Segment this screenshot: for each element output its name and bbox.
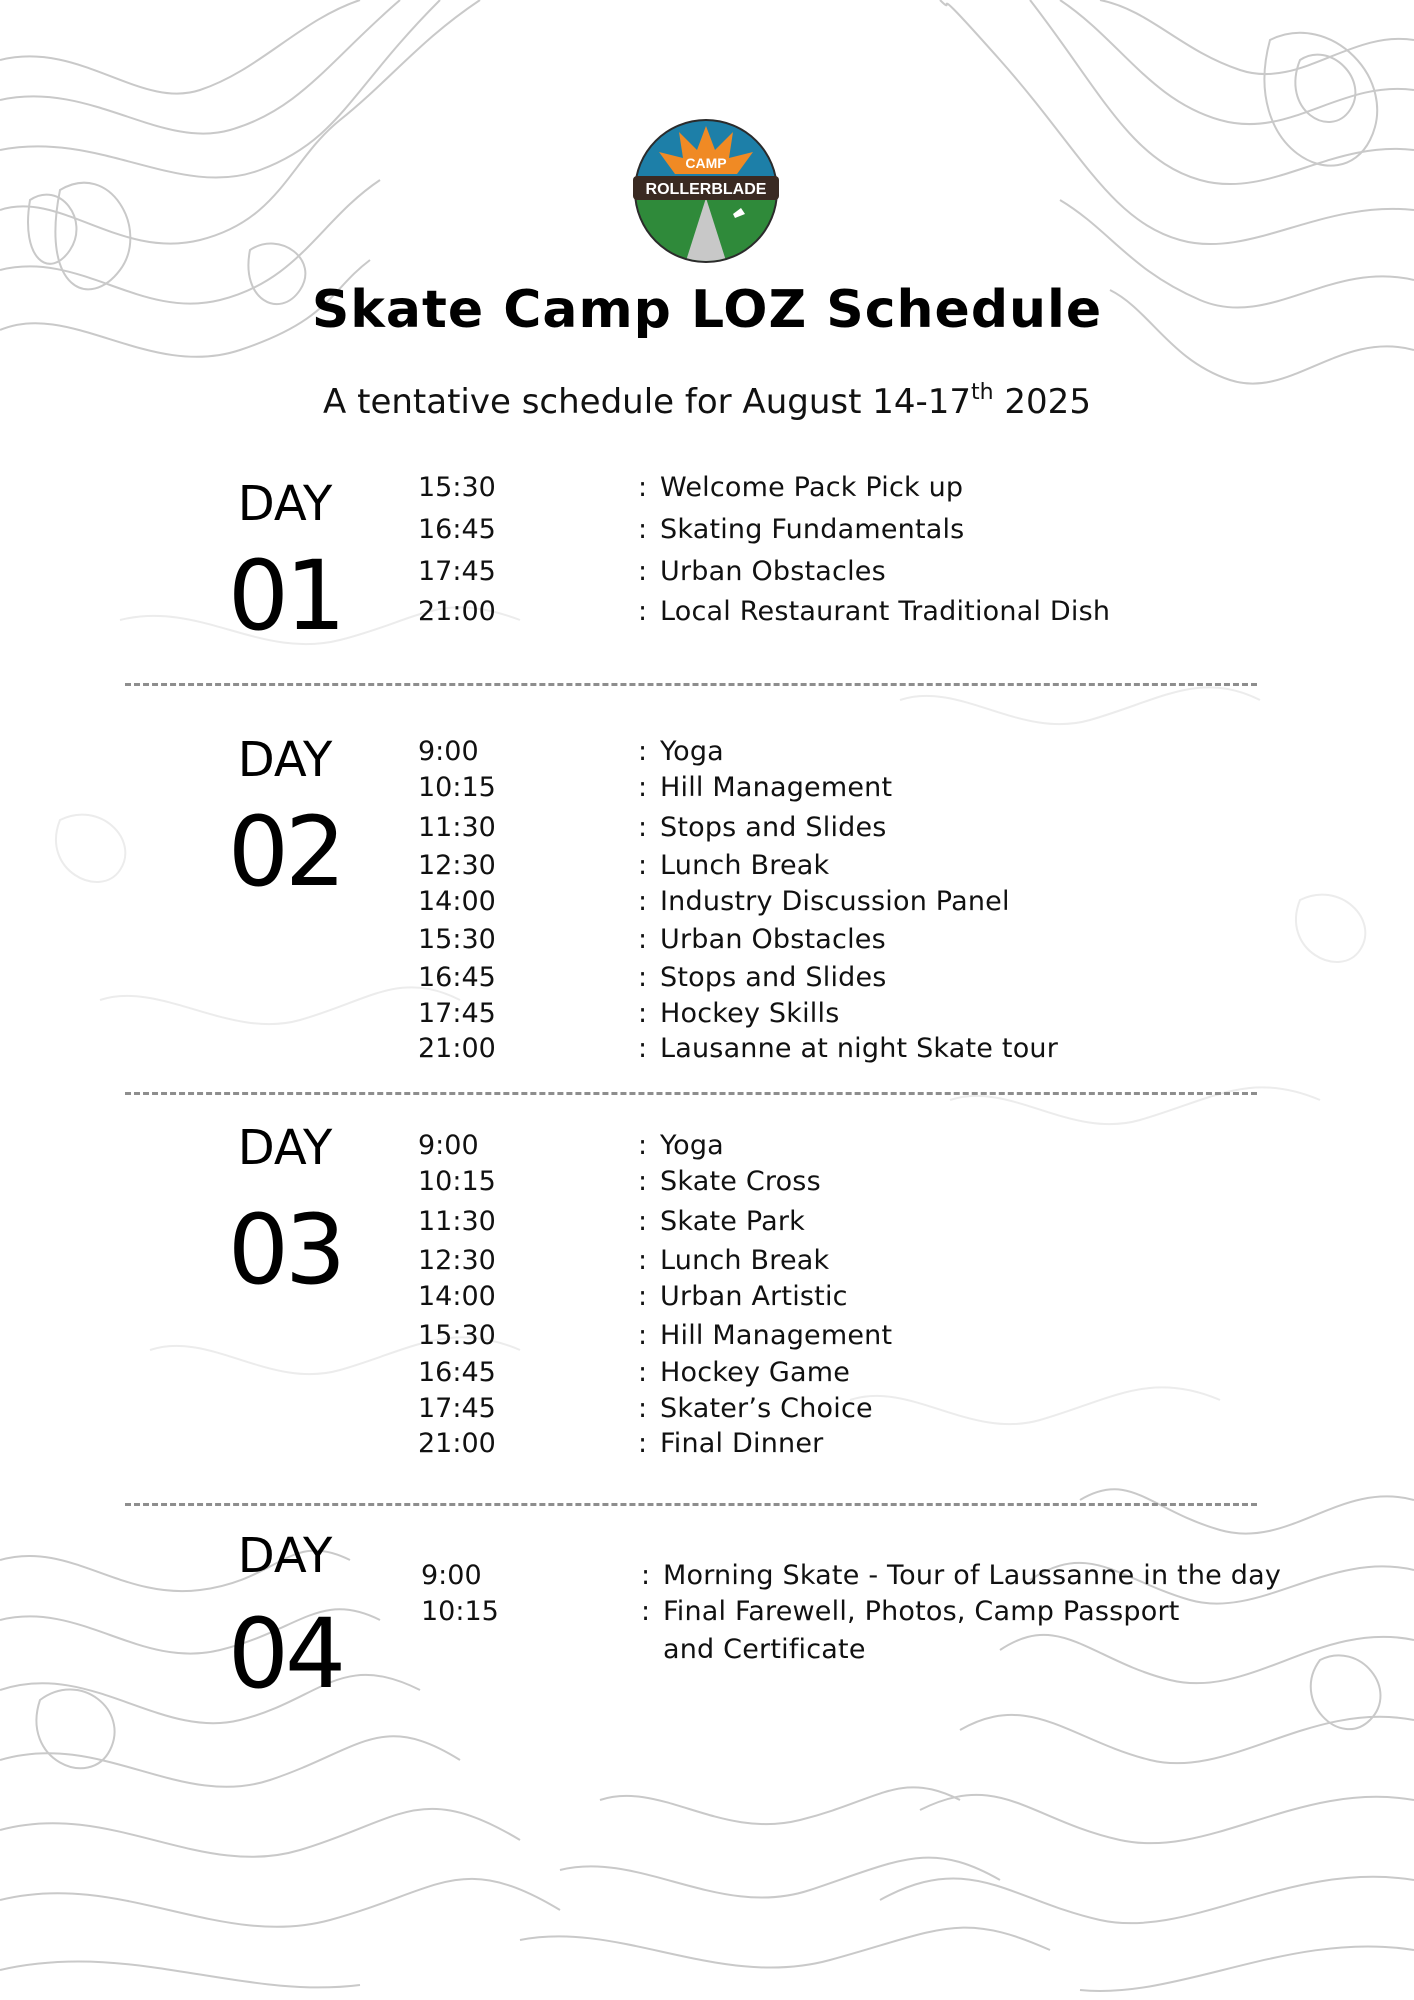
time: 17:45 xyxy=(418,1393,496,1424)
separator: : xyxy=(638,1166,648,1197)
day-1-number: 01 xyxy=(227,540,343,652)
separator: : xyxy=(638,812,648,843)
time: 21:00 xyxy=(418,596,496,627)
subtitle-sup: th xyxy=(971,380,994,405)
activity: Stops and Slides xyxy=(660,962,887,993)
logo-rollerblade-text: ROLLERBLADE xyxy=(645,181,767,198)
time: 9:00 xyxy=(418,736,479,767)
logo-camp-text: CAMP xyxy=(685,155,727,171)
activity: Final Farewell, Photos, Camp Passport xyxy=(663,1596,1180,1627)
time: 16:45 xyxy=(418,962,496,993)
separator: : xyxy=(638,556,648,587)
day-4-number: 04 xyxy=(227,1598,343,1710)
time: 16:45 xyxy=(418,514,496,545)
time: 11:30 xyxy=(418,1206,496,1237)
activity: Lunch Break xyxy=(660,1245,830,1276)
time: 21:00 xyxy=(418,1428,496,1459)
activity: Final Dinner xyxy=(660,1428,824,1459)
time: 16:45 xyxy=(418,1357,496,1388)
separator: : xyxy=(641,1560,651,1591)
separator: : xyxy=(638,1357,648,1388)
separator: : xyxy=(638,962,648,993)
separator: : xyxy=(638,886,648,917)
activity: Hill Management xyxy=(660,772,893,803)
separator: : xyxy=(638,924,648,955)
time: 10:15 xyxy=(418,772,496,803)
day-2-number: 02 xyxy=(227,796,343,908)
separator: : xyxy=(638,1130,648,1161)
time: 9:00 xyxy=(421,1560,482,1591)
separator: : xyxy=(638,772,648,803)
time: 12:30 xyxy=(418,850,496,881)
subtitle-year: 2025 xyxy=(993,382,1091,422)
activity: Morning Skate - Tour of Laussanne in the day xyxy=(663,1560,1282,1591)
separator: : xyxy=(638,850,648,881)
separator: : xyxy=(638,1281,648,1312)
time: 15:30 xyxy=(418,924,496,955)
activity: Skater’s Choice xyxy=(660,1393,873,1424)
activity: Industry Discussion Panel xyxy=(660,886,1010,917)
day-3-number: 03 xyxy=(227,1194,343,1306)
activity: Urban Obstacles xyxy=(660,556,886,587)
time: 15:30 xyxy=(418,472,496,503)
separator: : xyxy=(641,1596,651,1627)
page-title: Skate Camp LOZ Schedule xyxy=(311,280,1103,340)
time: 9:00 xyxy=(418,1130,479,1161)
activity: Urban Artistic xyxy=(660,1281,848,1312)
separator: : xyxy=(638,1320,648,1351)
time: 17:45 xyxy=(418,556,496,587)
day-4-label: DAY xyxy=(237,1528,333,1584)
activity: Skate Cross xyxy=(660,1166,821,1197)
time: 11:30 xyxy=(418,812,496,843)
time: 10:15 xyxy=(421,1596,499,1627)
day-divider xyxy=(125,1092,1257,1095)
activity: Yoga xyxy=(660,1130,724,1161)
page-subtitle xyxy=(0,382,1414,422)
activity: Hockey Skills xyxy=(660,998,840,1029)
separator: : xyxy=(638,472,648,503)
day-3-label: DAY xyxy=(237,1120,333,1176)
separator: : xyxy=(638,736,648,767)
separator: : xyxy=(638,998,648,1029)
activity: Skate Park xyxy=(660,1206,805,1237)
time: 14:00 xyxy=(418,1281,496,1312)
separator: : xyxy=(638,1428,648,1459)
time: 17:45 xyxy=(418,998,496,1029)
separator: : xyxy=(638,596,648,627)
activity: and Certificate xyxy=(663,1634,866,1665)
activity: Urban Obstacles xyxy=(660,924,886,955)
day-divider xyxy=(125,683,1257,686)
day-divider xyxy=(125,1503,1257,1506)
activity: Lunch Break xyxy=(660,850,830,881)
time: 12:30 xyxy=(418,1245,496,1276)
time: 14:00 xyxy=(418,886,496,917)
separator: : xyxy=(638,514,648,545)
day-2-label: DAY xyxy=(237,732,333,788)
time: 21:00 xyxy=(418,1033,496,1064)
activity: Stops and Slides xyxy=(660,812,887,843)
separator: : xyxy=(638,1033,648,1064)
activity: Welcome Pack Pick up xyxy=(660,472,964,503)
activity: Skating Fundamentals xyxy=(660,514,965,545)
day-1-label: DAY xyxy=(237,476,333,532)
subtitle-text: A tentative schedule for August 14-17 xyxy=(323,382,972,422)
activity: Lausanne at night Skate tour xyxy=(660,1033,1059,1064)
separator: : xyxy=(638,1245,648,1276)
activity: Local Restaurant Traditional Dish xyxy=(660,596,1111,627)
time: 15:30 xyxy=(418,1320,496,1351)
separator: : xyxy=(638,1206,648,1237)
separator: : xyxy=(638,1393,648,1424)
activity: Yoga xyxy=(660,736,724,767)
time: 10:15 xyxy=(418,1166,496,1197)
activity: Hill Management xyxy=(660,1320,893,1351)
camp-rollerblade-logo xyxy=(633,118,779,264)
activity: Hockey Game xyxy=(660,1357,851,1388)
